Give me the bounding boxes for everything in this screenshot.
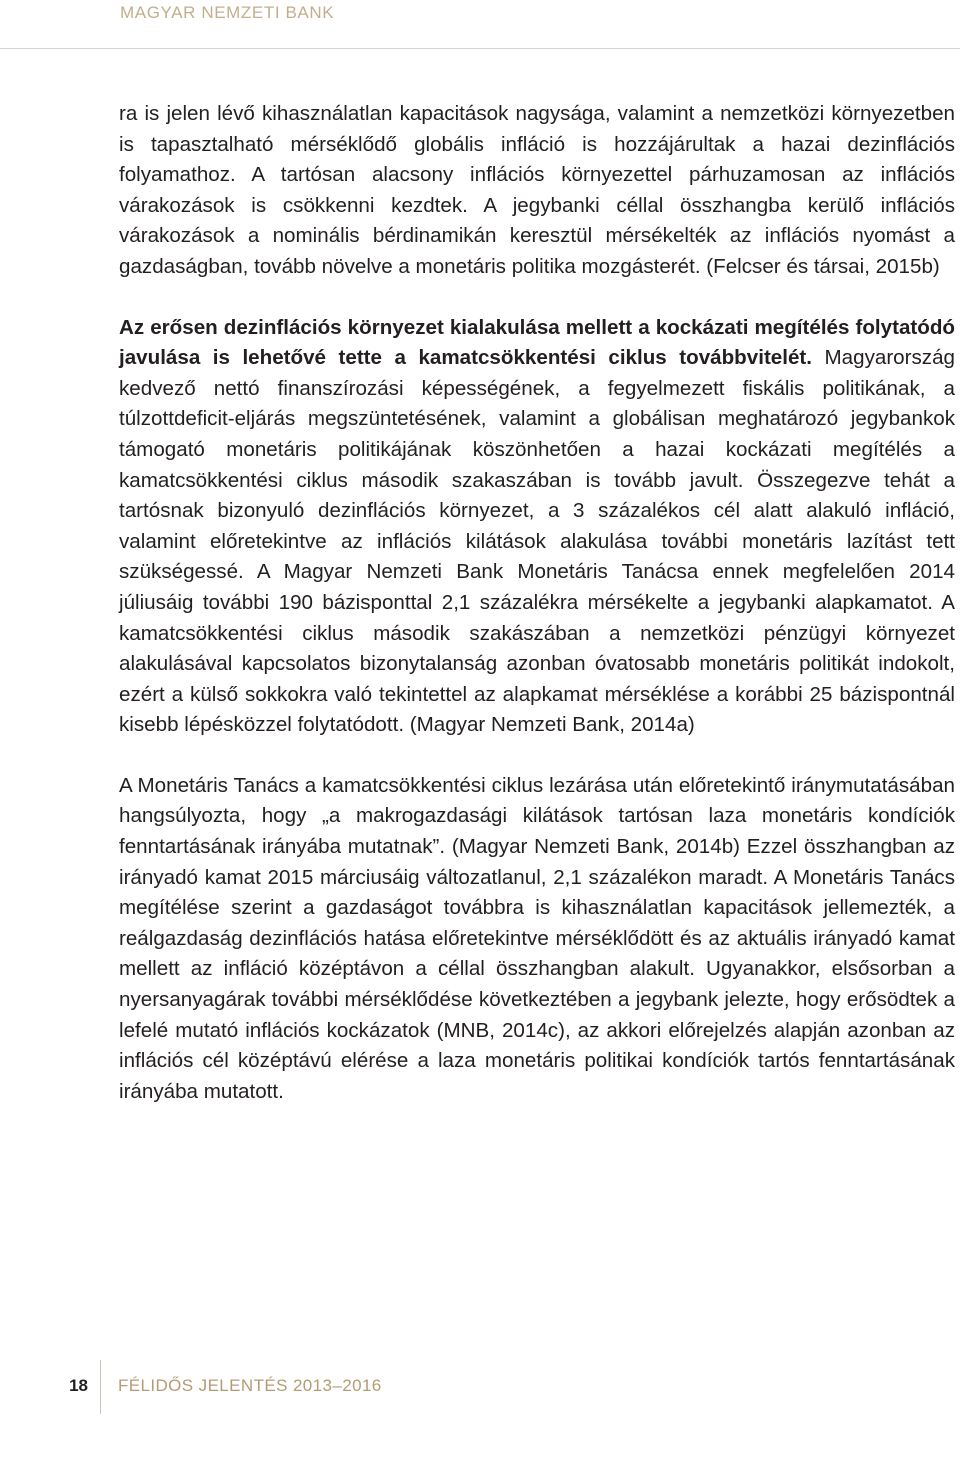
header-divider [0,48,960,49]
paragraph-3: A Monetáris Tanács a kamatcsökkentési ciklus lezárása után előretekintő iránymutatásában hangsúlyozta, hogy „a makrogazdasági kilátások tartósan laza monetáris kondíciók fenntartásának irányába mutatnak”. (Magyar Nemzeti Bank, 2014b) Ezzel összhangban az irányadó kamat 2015 márciusáig változatlanul, 2,1 százalékon maradt. A Monetáris Tanács megítélése szerint a gazdaságot továbbra is kihasználatlan kapacitások jellemezték, a reálgazdaság dezinflációs hatása előretekintve mérséklődött és az aktuális irányadó kamat mellett az infláció középtávon a céllal összhangban alakult. Ugyanakkor, elsősorban a nyersanyagárak további mérséklődése következtében a jegybank jelezte, hogy erősödtek a lefelé mutató inflációs kockázatok (MNB, 2014c), az akkori előrejelzés alapján azonban az inflációs cél középtávú elérése a laza monetáris politikai kondíciók tartós fenntartásának irányába mutatott. [119,773,955,1103]
footer-publication-title: FÉLIDŐS JELENTÉS 2013–2016 [118,1376,382,1395]
paragraph-2 [119,313,955,741]
paragraph-2-body: Magyarország kedvező nettó finanszírozási képességének, a fegyelmezett fiskális politikának, a túlzottdeficit-eljárás megszüntetésének, valamint a globálisan meghatározó jegybankok támogató monetáris politikájának köszönhetően a hazai kockázati megítélés a kamatcsökkentési ciklus második szakaszában is tovább javult. Összegezve tehát a tartósnak bizonyuló dezinflációs környezet, a 3 százalékos cél alatt alakuló infláció, valamint előretekintve az inflációs kilátások alakulása további monetáris lazítást tett szükségessé. A Magyar Nemzeti Bank Monetáris Tanácsa ennek megfelelően 2014 júliusáig további 190 bázisponttal 2,1 százalékra mérsékelte a jegybanki alapkamatot. A kamatcsökkentési ciklus második szakászában a nemzetközi pénzügyi környezet alakulásával kapcsolatos bizonytalanság azonban óvatosabb monetáris politikát indokolt, ezért a külső sokkokra való tekintettel az alapkamat mérséklése a korábbi 25 bázispontnál kisebb lépésközzel folytatódott. (Magyar Nemzeti Bank, 2014a) [119,346,955,737]
page-number: 18 [69,1376,88,1395]
page-header [0,0,960,50]
header-title: MAGYAR NEMZETI BANK [120,3,335,22]
paragraph-1: ra is jelen lévő kihasználatlan kapacitások nagysága, valamint a nemzetközi környezetben is tapasztalható mérséklődő globális infláció is hozzájárultak a hazai dezinflációs folyamathoz. A tartósan alacsony inflációs környezettel párhuzamosan az inflációs várakozások is csökkenni kezdtek. A jegybanki céllal összhangba kerülő inflációs várakozások a nominális bérdinamikán keresztül mérsékelték az inflációs nyomást a gazdaságban, tovább növelve a monetáris politika mozgásterét. (Felcser és társai, 2015b) [119,102,955,278]
page-footer [0,1360,960,1420]
paragraph-2-lead: Az erősen dezinflációs környezet kialakulása mellett a kockázati megítélés folytatódó javulása is lehetővé tette a kamatcsökkentési ciklus továbbvitelét. [119,315,955,370]
footer-divider [100,1360,101,1414]
main-content [119,99,955,1137]
